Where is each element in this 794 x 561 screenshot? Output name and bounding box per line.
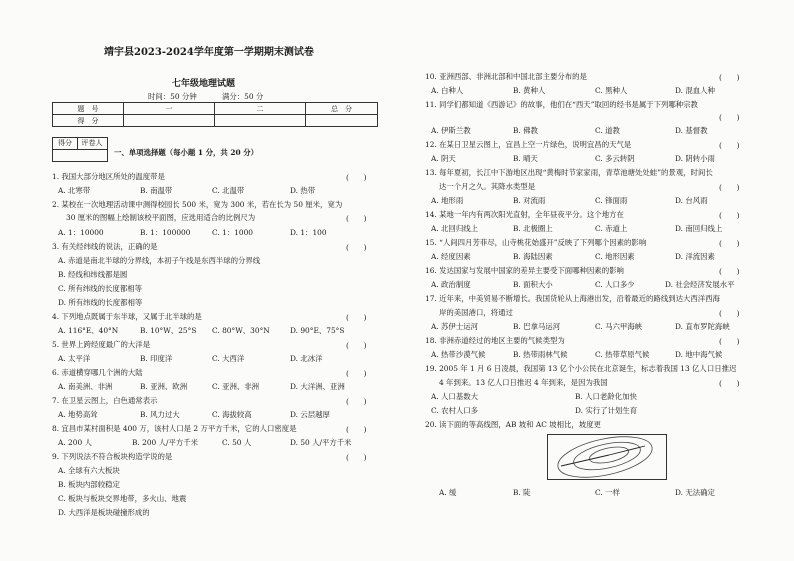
option: A. 白种人 [431, 86, 464, 95]
answer-paren[interactable]: ( ) [346, 453, 367, 462]
answer-paren[interactable]: ( ) [719, 141, 740, 150]
option: C. 北温带 [212, 186, 245, 195]
question-text: 8. 宜昌市某村面积是 400 万，该村人口是 2 万平方千米，它的人口密度是 [52, 424, 297, 433]
question-text: 17. 近年来，中美贸易不断增长。我国货轮从上海港出发，沿着最近的路线到达大西洋西海 [425, 294, 720, 303]
question-text: 5. 世界上跨经度最广的大洋是 [52, 340, 151, 349]
option: C. 多云转阴 [595, 154, 635, 163]
option: B. 经线和纬线都是圆 [58, 270, 128, 279]
option: A. 南美洲、非洲 [58, 382, 113, 391]
option: A. 地形雨 [431, 196, 464, 205]
option: D. 50 人/平方千米 [290, 438, 352, 447]
option: C. 亚洲、非洲 [212, 382, 260, 391]
option: B. 面积大小 [513, 280, 553, 289]
option: A. 1：10000 [58, 228, 104, 237]
question-text: 1. 我国大部分地区所处的温度带是 [52, 172, 165, 181]
option: B. 人口老龄化加快 [575, 392, 637, 401]
option: D. 地中海气候 [675, 350, 723, 359]
option: B. 印度洋 [140, 354, 173, 363]
option: D. 云层越厚 [290, 410, 330, 419]
option: B. 板块内部较稳定 [58, 480, 120, 489]
slope-line-ab [561, 455, 609, 466]
option: C. 赤道上 [595, 224, 628, 233]
option: D. 北冰洋 [290, 354, 323, 363]
option: A. 北寒带 [58, 186, 91, 195]
contour-line [571, 437, 643, 475]
option: A. 阴天 [431, 154, 456, 163]
question-text: 4. 下列地点既属于东半球，又属于北半球的是 [52, 312, 202, 321]
option: B. 佛教 [513, 126, 538, 135]
option: D. 基督教 [675, 126, 708, 135]
answer-paren[interactable]: ( ) [719, 379, 740, 388]
question-text: 4 年到来。13 亿人口日推迟 4 年到来，是因为我国 [439, 378, 608, 387]
option: B. 晴天 [513, 154, 538, 163]
option: A. 全球有六大板块 [58, 466, 120, 475]
option: D. 阴转小雨 [675, 154, 715, 163]
exam-time: 时间：50 分钟 [148, 92, 197, 101]
option: D. 洋流因素 [675, 252, 715, 261]
option: B. 陡 [513, 488, 531, 497]
question-text: 9. 下列说法不符合板块构造学说的是 [52, 452, 173, 461]
question-text: 7. 在卫星云图上，白色通常表示 [52, 396, 158, 405]
option: D. 南回归线上 [675, 224, 723, 233]
option: D. 所有纬线的长度都相等 [58, 298, 143, 307]
grader-blank[interactable] [53, 149, 107, 161]
option: B. 10°W、25°S [140, 326, 197, 335]
option: B. 1：100000 [140, 228, 191, 237]
grader-label: 评卷人 [81, 139, 103, 147]
answer-paren[interactable]: ( ) [719, 239, 740, 248]
option: C. 锋面雨 [595, 196, 628, 205]
answer-paren[interactable]: ( ) [346, 369, 367, 378]
question-text: 15. “人间四月芳菲尽，山寺桃花始盛开”反映了下列哪个因素的影响 [425, 238, 647, 247]
option: A. 热带沙漠气候 [431, 350, 486, 359]
option: C. 热带草原气候 [595, 350, 650, 359]
question-text: 18. 非洲赤道经过的地区主要的气候类型为 [425, 336, 565, 345]
option: C. 一样 [595, 488, 620, 497]
option: C. 黑种人 [595, 86, 628, 95]
option: D. 台风雨 [675, 196, 708, 205]
option: C. 农村人口多 [431, 406, 479, 415]
option: D. 混血人种 [675, 86, 715, 95]
option: A. 赤道是南北半球的分界线，本初子午线是东西半球的分界线 [58, 256, 261, 265]
answer-paren[interactable]: ( ) [719, 73, 740, 82]
option: A. 人口基数大 [431, 392, 478, 401]
option: B. 南温带 [140, 186, 173, 195]
option: D. 实行了计划生育 [575, 406, 638, 415]
question-text: 20. 读下面的等高线图，AB 坡和 AC 坡相比，坡度更 [425, 420, 601, 429]
option: C. 大西洋 [212, 354, 245, 363]
answer-paren[interactable]: ( ) [719, 113, 740, 122]
option: A. 缓 [439, 488, 457, 497]
question-text: 12. 在某日卫星云图上，宜昌上空一片绿色，说明宜昌的天气是 [425, 140, 632, 149]
option: D. 大西洋是板块碰撞形成的 [58, 508, 150, 517]
option: A. 116°E、40°N [58, 326, 119, 335]
answer-paren[interactable]: ( ) [346, 313, 367, 322]
option: B. 巴拿马运河 [513, 322, 561, 331]
option: C. 50 人 [222, 438, 252, 447]
answer-paren[interactable]: ( ) [346, 397, 367, 406]
score-header: 题 号 [53, 103, 124, 115]
question-text: 10. 亚洲西部、非洲北部和中国北部主要分布的是 [425, 72, 587, 81]
contour-line [554, 434, 655, 480]
option: B. 海陆因素 [513, 252, 553, 261]
option: A. 经度因素 [431, 252, 471, 261]
question-text: 3. 有关经纬线的说法，正确的是 [52, 242, 158, 251]
option: B. 热带雨林气候 [513, 350, 568, 359]
question-text: 13. 每年夏初，长江中下游地区出现“黄梅时节家家雨，青草池塘处处蛙”的景观，时间长 [425, 168, 713, 177]
option: B. 200 人/平方千米 [132, 438, 199, 447]
option: B. 黄种人 [513, 86, 546, 95]
option: C. 海拔较高 [212, 410, 252, 419]
answer-paren[interactable]: ( ) [719, 267, 740, 276]
answer-paren[interactable]: ( ) [346, 243, 367, 252]
option: A. 地势高耸 [58, 410, 98, 419]
exam-score: 满分：50 分 [222, 92, 264, 101]
score-cell[interactable] [124, 115, 215, 127]
option: D. 无法确定 [675, 488, 715, 497]
score-header: 二 [215, 103, 306, 115]
option: C. 马六甲海峡 [595, 322, 643, 331]
question-text: 2. 某校在一次地理活动课中测得校园长 500 米，宽为 300 米，若在长为 50 厘米，宽为 [52, 200, 343, 209]
question-text: 14. 某地一年内有两次阳光直射，全年昼夜平分。这个地方在 [425, 210, 624, 219]
option: A. 政治制度 [431, 280, 471, 289]
answer-paren[interactable]: ( ) [346, 173, 367, 182]
question-text: 11. 同学们都知道《西游记》的故事，他们在“西天”取回的经书是属于下列哪种宗教 [425, 100, 698, 109]
option: C. 人口多少 [595, 280, 635, 289]
grader-box [52, 137, 108, 162]
score-row-label: 得 分 [53, 115, 124, 127]
answer-paren[interactable]: ( ) [719, 211, 740, 220]
question-text: 6. 赤道横穿哪几个洲的大陆 [52, 368, 143, 377]
option: B. 风力过大 [140, 410, 180, 419]
option: C. 板块与板块交界地带，多火山、地震 [58, 494, 187, 503]
option: B. 北极圈上 [513, 224, 553, 233]
option: C. 1：1000 [212, 228, 253, 237]
option: D. 1：100 [290, 228, 327, 237]
option: C. 所有纬线的长度都相等 [58, 284, 142, 293]
answer-paren[interactable]: ( ) [346, 214, 367, 223]
exam-title: 靖宇县2023-2024学年度第一学期期末测试卷 [104, 47, 314, 58]
answer-paren[interactable]: ( ) [719, 309, 740, 318]
question-text: 30 厘米的图幅上绘制该校平面图，应选用适合的比例尺为 [66, 213, 256, 222]
score-table [52, 102, 378, 127]
option: C. 地形因素 [595, 252, 635, 261]
subject-title: 七年级地理试题 [172, 79, 236, 89]
question-text: 16. 发达国家与发展中国家的差异主要受下面哪种因素的影响 [425, 266, 624, 275]
score-cell[interactable] [306, 115, 378, 127]
option: A. 200 人 [58, 438, 92, 447]
contour-map-figure [547, 434, 667, 480]
answer-paren[interactable]: ( ) [719, 337, 740, 346]
option: D. 社会经济发展水平 [665, 280, 735, 289]
answer-paren[interactable]: ( ) [346, 425, 367, 434]
score-header: 一 [124, 103, 215, 115]
option: D. 热带 [290, 186, 316, 195]
option: C. 80°W、30°N [212, 326, 270, 335]
option: A. 太平洋 [58, 354, 91, 363]
answer-paren[interactable]: ( ) [346, 341, 367, 350]
question-text: 19. 2005 年 1 月 6 日凌晨，我国第 13 亿个小公民在北京诞生，标志着我国 13 亿人口日推迟 [425, 364, 737, 373]
option: B. 亚洲、欧洲 [140, 382, 188, 391]
option: A. 苏伊士运河 [431, 322, 478, 331]
option: D. 直布罗陀海峡 [675, 322, 730, 331]
question-text: 达一个月之久。其降水类型是 [439, 182, 536, 191]
option: C. 道教 [595, 126, 620, 135]
option: D. 大洋洲、亚洲 [290, 382, 345, 391]
option: D. 90°E、75°S [290, 326, 345, 335]
answer-paren[interactable]: ( ) [719, 183, 740, 192]
grader-label: 得分 [53, 138, 78, 149]
score-cell[interactable] [215, 115, 306, 127]
option: B. 对流雨 [513, 196, 546, 205]
question-text: 岸的美国港口，将通过 [439, 308, 513, 317]
section-heading: 一、单项选择题（每小题 1 分，共 20 分） [114, 148, 258, 157]
score-header: 总 分 [306, 103, 378, 115]
option: A. 伊斯兰教 [431, 126, 471, 135]
figure-frame [548, 435, 667, 480]
option: A. 北回归线上 [431, 224, 478, 233]
